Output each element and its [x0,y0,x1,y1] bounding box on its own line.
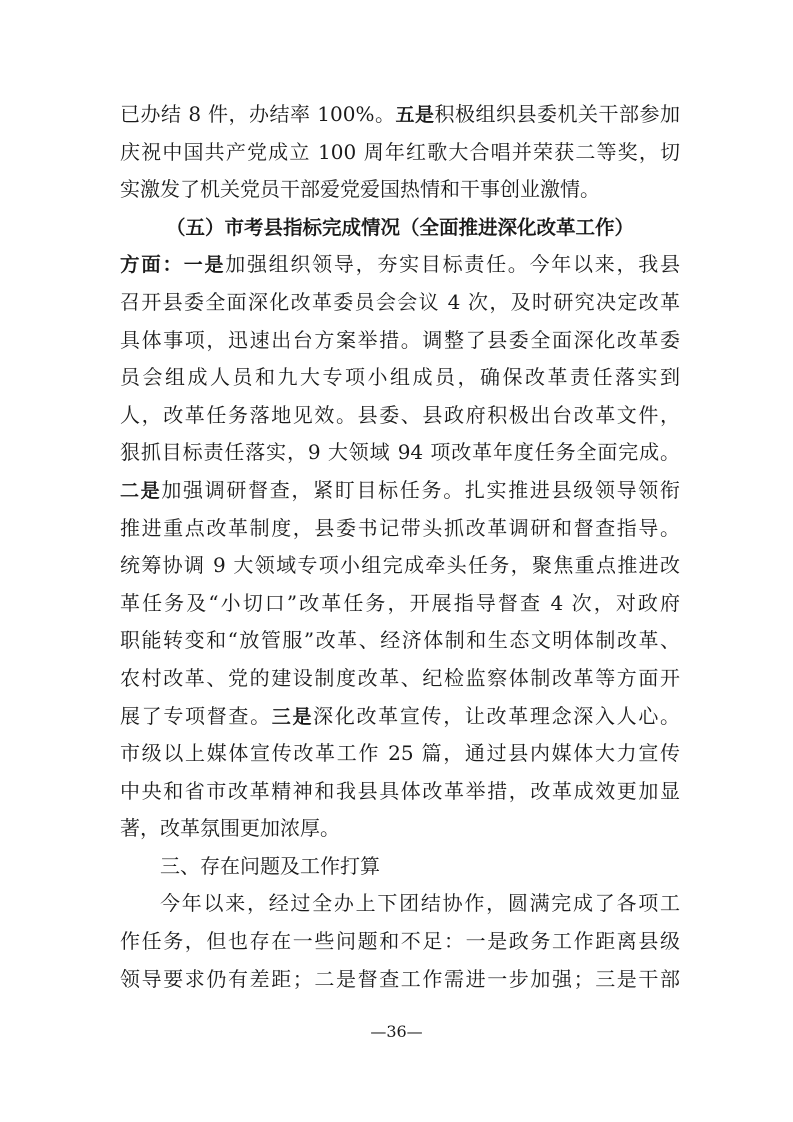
text-line: 领导要求仍有差距；二是督查工作需进一步加强；三是干部 [120,966,680,991]
text-line: 著，改革氛围更加浓厚。 [120,816,340,841]
text-line: 统筹协调 9 大领域专项小组完成牵头任务，聚焦重点推进改 [120,553,680,578]
text-line: 职能转变和“放管服”改革、经济体制和生态文明体制改革、 [120,628,680,653]
section-heading: 三、存在问题及工作打算 [160,853,380,878]
text-run: 加强调研督查，紧盯目标任务。扎实推进县级领导领衔 [161,477,680,502]
text-run: 深化改革宣传，让改革理念深入人心。 [313,703,680,728]
text-line: 中央和省市改革精神和我县具体改革举措，改革成效更加显 [120,778,680,803]
text-line [120,96,680,134]
text-run: 已办结 8 件，办结率 100%。 [120,102,396,126]
text-line: 狠抓目标责任落实，9 大领域 94 项改革年度任务全面完成。 [120,440,680,465]
emphasis-text: 三是 [271,705,314,728]
text-run: 展了专项督查。 [120,703,272,728]
text-line: 召开县委全面深化改革委员会会议 4 次，及时研究决定改革 [120,289,680,314]
text-line: 具体事项，迅速出台方案举措。调整了县委全面深化改革委 [120,327,680,352]
text-line: 市级以上媒体宣传改革工作 25 篇，通过县内媒体大力宣传 [120,741,680,766]
document-body [120,96,680,998]
text-line: 实激发了机关党员干部爱党爱国热情和干事创业激情。 [120,177,600,202]
text-line [120,472,680,510]
text-line: 人，改革任务落地见效。县委、县政府积极出台改革文件， [120,402,680,427]
emphasis-text: 二是 [120,479,162,502]
emphasis-text: 五是 [395,104,435,126]
text-line: 革任务及“小切口”改革任务，开展指导督查 4 次，对政府 [120,590,680,615]
text-line: 庆祝中国共产党成立 100 周年红歌大合唱并荣获二等奖，切 [120,139,680,164]
emphasis-text: 一是 [183,254,226,277]
paragraph-completion-summary [120,96,680,209]
section-heading: （五）市考县指标完成情况（全面推进深化改革工作） [166,215,635,239]
text-run: 积极组织县委机关干部参加 [434,102,680,126]
text-run: 加强组织领导，夯实目标责任。今年以来，我县 [225,252,680,277]
text-line: 推进重点改革制度，县委书记带头抓改革调研和督查指导。 [120,515,680,540]
text-line: 今年以来，经过全办上下团结协作，圆满完成了各项工 [160,891,680,916]
text-line [120,698,680,736]
section-problems-and-plans [120,848,680,998]
section-reform-indicators [120,209,680,848]
text-line: 作任务，但也存在一些问题和不足：一是政务工作距离县级 [120,929,680,954]
page-number: —36— [370,1022,423,1041]
text-line [120,246,680,284]
text-line: 员会组成人员和九大专项小组成员，确保改革责任落实到 [120,365,680,390]
section-heading-continuation: 方面： [120,253,184,277]
text-line: 农村改革、党的建设制度改革、纪检监察体制改革等方面开 [120,665,680,690]
